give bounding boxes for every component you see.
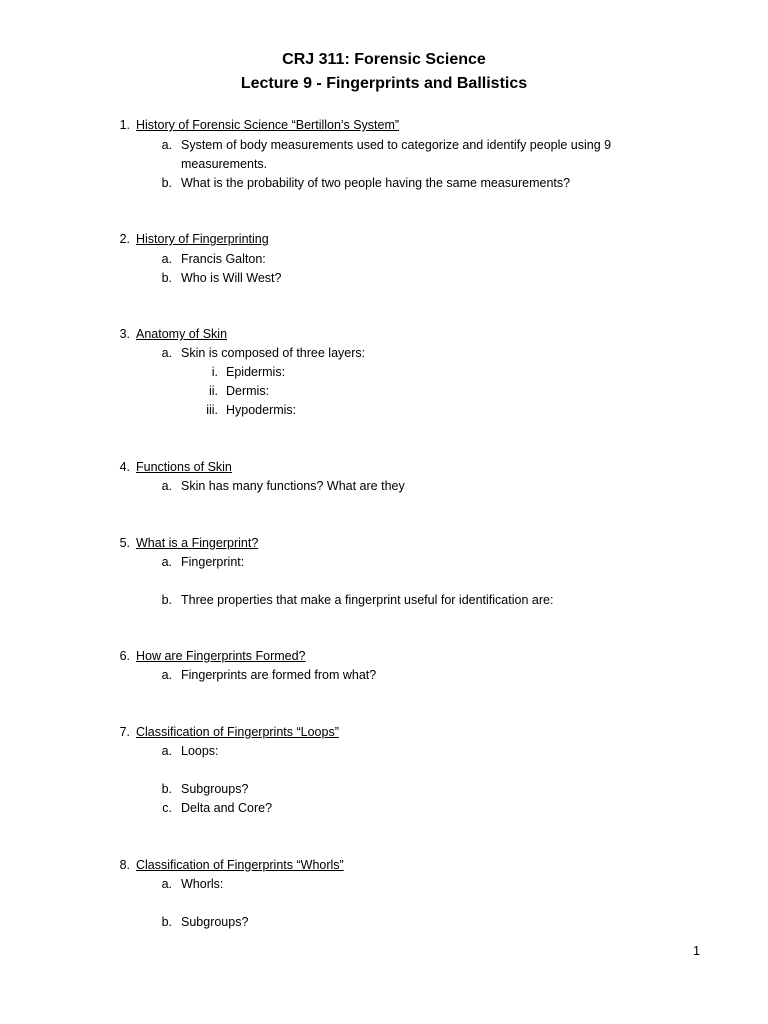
subitem-marker: ii. [208,384,218,398]
subitem-text: Hypodermis: [226,403,297,417]
section-heading: History of Forensic Science “Bertillon’s System” [136,118,400,132]
item-text: Subgroups? [181,782,249,796]
page-number: 1 [693,944,700,958]
item-marker: b. [161,915,172,929]
section-number: 8. [119,858,130,872]
item-marker: a. [161,668,172,682]
section-number: 7. [119,725,130,739]
item-marker: b. [161,271,172,285]
section-heading: History of Fingerprinting [136,232,269,246]
section-heading: Anatomy of Skin [136,327,228,341]
item-text: Who is Will West? [181,271,282,285]
item-text: Fingerprint: [181,555,245,569]
section-heading: What is a Fingerprint? [136,536,259,550]
subitem-text: Epidermis: [226,365,286,379]
section-number: 2. [119,232,130,246]
item-marker: a. [161,479,172,493]
item-marker: a. [161,877,172,891]
item-text: Francis Galton: [181,252,266,266]
item-marker: a. [161,252,172,266]
item-text: Subgroups? [181,915,249,929]
item-marker: a. [161,744,172,758]
section-number: 3. [119,327,130,341]
section-number: 5. [119,536,130,550]
item-marker: c. [162,801,172,815]
item-text-continued: measurements. [181,157,268,171]
subitem-text: Dermis: [226,384,270,398]
item-marker: a. [161,346,172,360]
item-marker: b. [161,593,172,607]
item-text: Delta and Core? [181,801,273,815]
section-heading: Classification of Fingerprints “Loops” [136,725,339,739]
section-heading: Functions of Skin [136,460,232,474]
document-subtitle: Lecture 9 - Fingerprints and Ballistics [240,75,528,92]
section-number: 6. [119,649,130,663]
item-text: Three properties that make a fingerprint useful for identification are: [181,593,554,607]
item-text: Loops: [181,744,219,758]
item-text: Fingerprints are formed from what? [181,668,377,682]
item-text: System of body measurements used to categorize and identify people using 9 [181,138,612,152]
section-number: 1. [119,118,130,132]
item-text: Whorls: [181,877,224,891]
section-heading: Classification of Fingerprints “Whorls” [136,858,344,872]
item-marker: a. [161,555,172,569]
item-text: What is the probability of two people having the same measurements? [181,176,571,190]
section-heading: How are Fingerprints Formed? [136,649,306,663]
item-text: Skin is composed of three layers: [181,346,366,360]
subitem-marker: i. [211,365,218,379]
section-number: 4. [119,460,130,474]
item-marker: b. [161,782,172,796]
item-marker: a. [161,138,172,152]
subitem-marker: iii. [206,403,218,417]
item-text: Skin has many functions? What are they [181,479,405,493]
document-title: CRJ 311: Forensic Science [282,51,486,68]
item-marker: b. [161,176,172,190]
